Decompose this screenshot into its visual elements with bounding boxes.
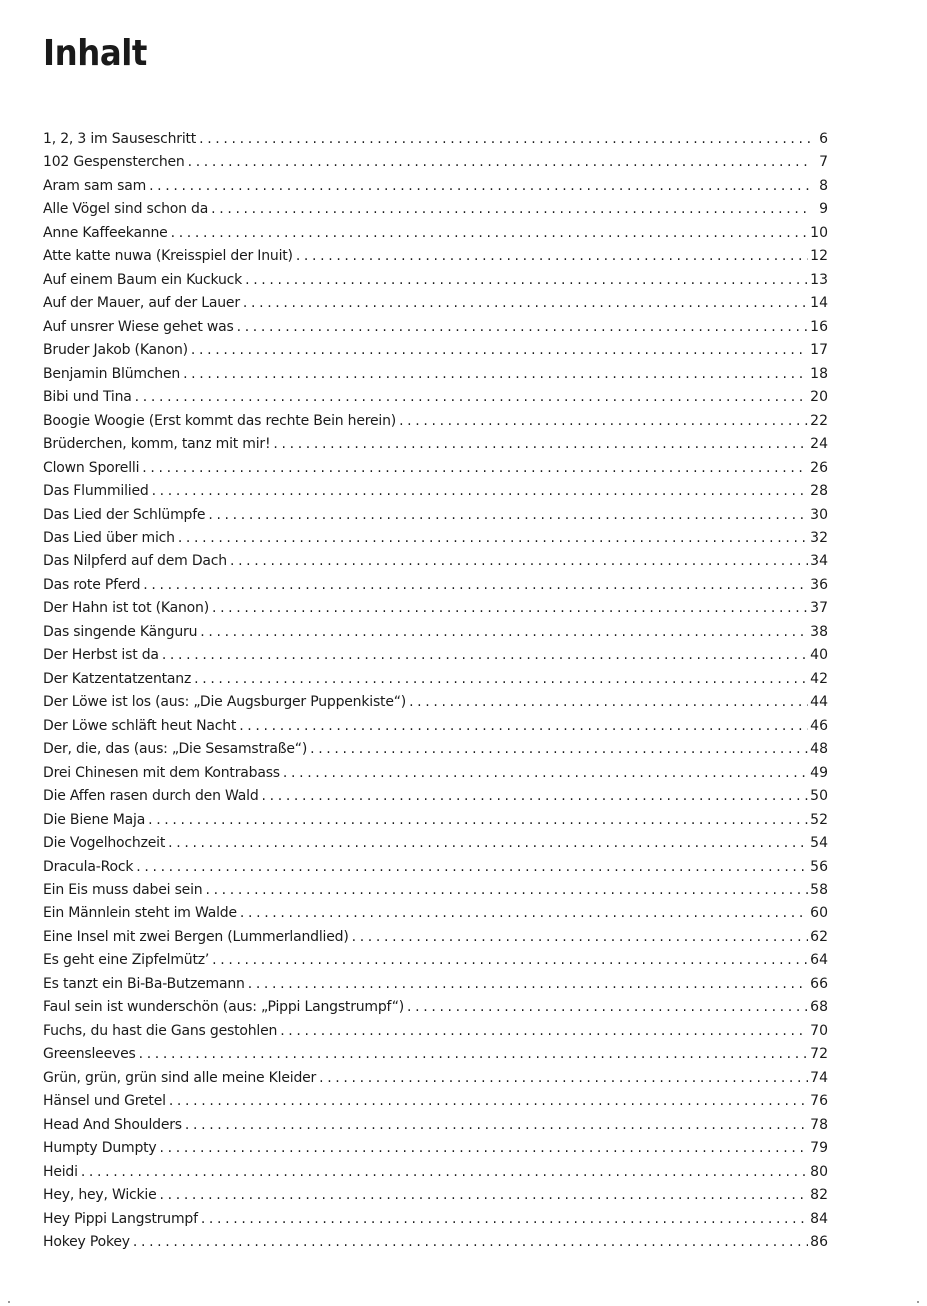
toc-entry-title: Der Hahn ist tot (Kanon)	[43, 600, 209, 617]
dot-leader	[240, 902, 808, 925]
toc-entry-title: Der Löwe ist los (aus: „Die Augsburger Puppenkiste“)	[43, 694, 407, 711]
toc-entry-page-number: 64	[810, 952, 828, 969]
toc-entry-title: Hey, hey, Wickie	[43, 1187, 157, 1204]
toc-entry-title: Ein Männlein steht im Walde	[43, 905, 237, 922]
toc-entry	[43, 550, 828, 573]
dot-leader	[171, 222, 809, 245]
toc-entry	[43, 1184, 828, 1207]
toc-entry	[43, 1114, 828, 1137]
toc-entry	[43, 785, 828, 808]
toc-entry-title: Die Biene Maja	[43, 811, 146, 828]
toc-entry	[43, 222, 828, 245]
toc-entry-page-number: 82	[810, 1187, 828, 1204]
toc-entry-page-number: 60	[810, 905, 828, 922]
dot-leader	[212, 949, 808, 972]
dot-leader	[142, 457, 808, 480]
toc-entry-title: Bibi und Tina	[43, 389, 132, 406]
dot-leader	[407, 996, 808, 1019]
dot-leader	[135, 386, 809, 409]
toc-entry-page-number: 74	[810, 1069, 828, 1086]
toc-entry	[43, 926, 828, 949]
dot-leader	[248, 973, 808, 996]
toc-entry-page-number: 40	[810, 647, 828, 664]
toc-entry-title: Benjamin Blümchen	[43, 365, 181, 382]
dot-leader	[208, 504, 808, 527]
toc-entry-page-number: 20	[810, 389, 828, 406]
toc-entry	[43, 809, 828, 832]
dot-leader	[205, 879, 808, 902]
toc-entry-page-number: 66	[810, 975, 828, 992]
toc-entry-page-number: 79	[810, 1140, 828, 1157]
dot-leader	[201, 1208, 808, 1231]
toc-entry-page-number: 58	[810, 882, 828, 898]
toc-entry-title: Es tanzt ein Bi-Ba-Butzemann	[43, 975, 245, 992]
dot-leader	[212, 597, 808, 620]
toc-entry	[43, 480, 828, 503]
toc-entry-title: Das Flummilied	[43, 483, 149, 500]
toc-entry	[43, 198, 828, 221]
toc-entry-page-number: 70	[810, 1022, 828, 1039]
toc-entry-title: Grün, grün, grün sind alle meine Kleider	[43, 1069, 317, 1086]
toc-entry-title: Bruder Jakob (Kanon)	[43, 342, 188, 359]
toc-entry-page-number: 56	[810, 858, 828, 875]
toc-entry-title: Die Affen rasen durch den Wald	[43, 788, 259, 805]
toc-entry-page-number: 44	[810, 694, 828, 711]
toc-entry	[43, 433, 828, 456]
dot-leader	[245, 269, 808, 292]
dot-leader	[136, 856, 808, 879]
toc-entry-title: Greensleeves	[43, 1046, 136, 1063]
toc-entry	[43, 316, 828, 339]
toc-entry	[43, 292, 828, 315]
toc-entry-title: 102 Gespensterchen	[43, 154, 185, 171]
toc-entry-page-number: 10	[810, 224, 828, 241]
dot-leader	[200, 621, 808, 644]
toc-entry-title: Hokey Pokey	[43, 1234, 130, 1251]
toc-entry-page-number: 49	[810, 764, 828, 781]
dot-leader	[399, 410, 808, 433]
toc-entry	[43, 1067, 828, 1090]
toc-entry-title: 1, 2, 3 im Sauseschritt	[43, 131, 197, 147]
dot-leader	[310, 738, 808, 761]
toc-entry-page-number: 54	[810, 835, 828, 852]
toc-entry-page-number: 38	[810, 623, 828, 640]
toc-entry-title: Anne Kaffeekanne	[43, 224, 168, 241]
toc-entry-title: Der, die, das (aus: „Die Sesamstraße“)	[43, 741, 308, 758]
toc-entry-title: Clown Sporelli	[43, 459, 140, 476]
toc-entry-title: Boogie Woogie (Erst kommt das rechte Bein herein)	[43, 412, 397, 429]
dot-leader	[160, 1137, 809, 1160]
toc-entry	[43, 879, 828, 902]
toc-entry	[43, 1090, 828, 1113]
toc-entry-page-number: 68	[810, 999, 828, 1016]
dot-leader	[296, 245, 808, 268]
toc-entry-page-number: 17	[810, 342, 828, 359]
dot-leader	[183, 363, 808, 386]
toc-entry-page-number: 22	[810, 412, 828, 429]
toc-entry	[43, 363, 828, 386]
dot-leader	[81, 1161, 808, 1184]
toc-entry-page-number: 12	[810, 248, 828, 265]
toc-entry-title: Humpty Dumpty	[43, 1140, 157, 1157]
toc-entry-title: Hey Pippi Langstrumpf	[43, 1210, 198, 1227]
toc-entry-title: Das Lied der Schlümpfe	[43, 506, 206, 523]
toc-entry-page-number: 30	[810, 506, 828, 523]
dot-leader	[188, 151, 810, 174]
toc-entry	[43, 410, 828, 433]
toc-entry-title: Auf unsrer Wiese gehet was	[43, 318, 234, 335]
toc-entry	[43, 621, 828, 644]
toc-entry	[43, 762, 828, 785]
toc-entry-title: Alle Vögel sind schon da	[43, 201, 209, 218]
dot-leader	[194, 668, 808, 691]
toc-entry-title: Der Löwe schläft heut Nacht	[43, 717, 237, 734]
toc-entry-page-number: 72	[810, 1046, 828, 1063]
toc-entry	[43, 691, 828, 714]
toc-entry	[43, 339, 828, 362]
dot-leader	[280, 1020, 808, 1043]
dot-leader	[239, 715, 808, 738]
toc-entry	[43, 1137, 828, 1160]
toc-entry-page-number: 6	[819, 131, 828, 147]
toc-entry-page-number: 86	[810, 1234, 828, 1251]
toc-entry-page-number: 50	[810, 788, 828, 805]
toc-entry-title: Der Herbst ist da	[43, 647, 159, 664]
toc-entry	[43, 245, 828, 268]
toc-entry-page-number: 28	[810, 483, 828, 500]
toc-entry-page-number: 14	[810, 295, 828, 312]
toc-entry	[43, 973, 828, 996]
toc-entry-title: Auf der Mauer, auf der Lauer	[43, 295, 240, 312]
dot-leader	[178, 527, 808, 550]
toc-entry-title: Das singende Känguru	[43, 623, 198, 640]
toc-entry-page-number: 13	[810, 271, 828, 288]
dot-leader	[319, 1067, 808, 1090]
toc-entry	[43, 949, 828, 972]
toc-entry	[43, 1020, 828, 1043]
dot-leader	[143, 574, 808, 597]
toc-entry-page-number: 80	[810, 1163, 828, 1180]
toc-entry-page-number: 9	[819, 201, 828, 218]
toc-entry	[43, 668, 828, 691]
toc-entry-page-number: 16	[810, 318, 828, 335]
toc-entry-page-number: 37	[810, 600, 828, 617]
toc-entry-page-number: 76	[810, 1093, 828, 1110]
toc-entry-page-number: 84	[810, 1210, 828, 1227]
dot-leader	[148, 809, 808, 832]
table-of-contents	[43, 128, 828, 1255]
toc-entry-title: Fuchs, du hast die Gans gestohlen	[43, 1022, 278, 1039]
dot-leader	[262, 785, 809, 808]
toc-entry	[43, 574, 828, 597]
toc-entry	[43, 1043, 828, 1066]
dot-leader	[162, 644, 808, 667]
toc-entry-title: Der Katzentatzentanz	[43, 670, 192, 687]
toc-entry	[43, 832, 828, 855]
dot-leader	[352, 926, 809, 949]
toc-entry-page-number: 8	[819, 177, 828, 194]
toc-entry-title: Dracula-Rock	[43, 858, 134, 875]
dot-leader	[152, 480, 809, 503]
toc-entry-title: Brüderchen, komm, tanz mit mir!	[43, 436, 271, 453]
dot-leader	[168, 832, 808, 855]
toc-entry	[43, 504, 828, 527]
toc-entry-title: Das Lied über mich	[43, 529, 175, 546]
toc-entry	[43, 151, 828, 174]
toc-entry-page-number: 18	[810, 365, 828, 382]
toc-entry-page-number: 52	[810, 811, 828, 828]
toc-entry	[43, 527, 828, 550]
toc-entry-title: Auf einem Baum ein Kuckuck	[43, 271, 243, 288]
toc-entry	[43, 1231, 828, 1254]
toc-entry-title: Drei Chinesen mit dem Kontrabass	[43, 764, 280, 781]
toc-entry-title: Die Vogelhochzeit	[43, 835, 166, 852]
crop-mark	[8, 1301, 10, 1303]
toc-entry	[43, 738, 828, 761]
toc-entry-page-number: 62	[810, 928, 828, 945]
toc-entry-page-number: 24	[810, 436, 828, 453]
toc-entry	[43, 902, 828, 925]
dot-leader	[185, 1114, 808, 1137]
toc-entry	[43, 597, 828, 620]
toc-entry-page-number: 46	[810, 717, 828, 734]
dot-leader	[199, 128, 810, 151]
toc-entry	[43, 457, 828, 480]
toc-entry-page-number: 7	[819, 154, 828, 171]
dot-leader	[409, 691, 808, 714]
toc-entry	[43, 996, 828, 1019]
toc-entry-title: Head And Shoulders	[43, 1116, 182, 1133]
toc-entry	[43, 856, 828, 879]
dot-leader	[237, 316, 809, 339]
toc-entry-page-number: 42	[810, 670, 828, 687]
dot-leader	[160, 1184, 809, 1207]
dot-leader	[273, 433, 808, 456]
toc-entry	[43, 1161, 828, 1184]
toc-entry-page-number: 34	[810, 553, 828, 570]
dot-leader	[230, 550, 808, 573]
toc-entry-title: Heidi	[43, 1163, 78, 1180]
dot-leader	[139, 1043, 809, 1066]
toc-entry-title: Atte katte nuwa (Kreisspiel der Inuit)	[43, 248, 293, 265]
toc-entry-title: Faul sein ist wunderschön (aus: „Pippi Langstrumpf“)	[43, 999, 405, 1016]
toc-entry-page-number: 36	[810, 576, 828, 593]
toc-entry	[43, 386, 828, 409]
toc-entry-page-number: 78	[810, 1116, 828, 1133]
dot-leader	[169, 1090, 808, 1113]
toc-entry	[43, 175, 828, 198]
toc-entry	[43, 1208, 828, 1231]
toc-entry-title: Ein Eis muss dabei sein	[43, 882, 203, 898]
page-title: Inhalt	[43, 33, 147, 74]
toc-entry-title: Hänsel und Gretel	[43, 1093, 166, 1110]
toc-entry-title: Aram sam sam	[43, 177, 147, 194]
toc-entry-title: Das rote Pferd	[43, 576, 141, 593]
toc-entry-page-number: 32	[810, 529, 828, 546]
toc-entry-page-number: 26	[810, 459, 828, 476]
dot-leader	[283, 762, 808, 785]
dot-leader	[191, 339, 808, 362]
toc-entry-title: Es geht eine Zipfelmütz’	[43, 952, 210, 969]
dot-leader	[243, 292, 808, 315]
toc-entry	[43, 128, 828, 151]
dot-leader	[149, 175, 810, 198]
toc-entry	[43, 269, 828, 292]
toc-entry-title: Das Nilpferd auf dem Dach	[43, 553, 227, 570]
crop-mark	[917, 1301, 919, 1303]
dot-leader	[211, 198, 810, 221]
toc-entry-page-number: 48	[810, 741, 828, 758]
toc-entry	[43, 644, 828, 667]
dot-leader	[133, 1231, 808, 1254]
toc-entry-title: Eine Insel mit zwei Bergen (Lummerlandlied)	[43, 928, 349, 945]
toc-entry	[43, 715, 828, 738]
